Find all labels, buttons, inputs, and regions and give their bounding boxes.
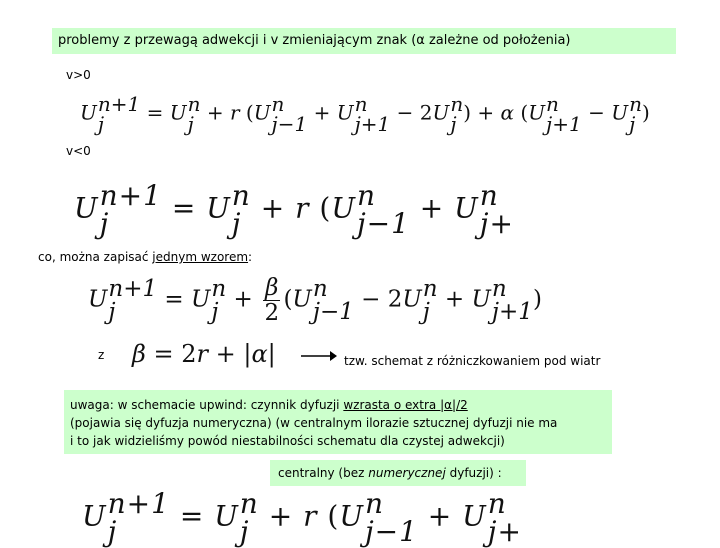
note-line-2: (pojawia się dyfuzja numeryczna) (w centralnym ilorazie sztucznej dyfuzji nie ma (70, 416, 558, 430)
equation-beta: β = 2r + |α| (132, 340, 276, 368)
beta-def-label: z (98, 348, 105, 362)
note-line-3: i to jak widzieliśmy powód niestabilności schematu dla czystej adwekcji) (70, 434, 505, 448)
equation-combined: U n+1 j = U n j + $\frac{\beta}{2}$ (U n j−1 − 2U n j + U n j+1 ) (88, 275, 542, 327)
combined-underlined: jednym wzorem (152, 250, 249, 264)
equation-central: U n+1 j = U n j + r (U n j−1 + U n j+ (82, 487, 522, 548)
note-line-1: uwaga: w schemacie upwind: czynnik dyfuzji wzrasta o extra |α|/2 (70, 398, 468, 412)
header-banner (52, 28, 676, 54)
equation-upwind-negative: U n+1 j = U n j + r (U n j−1 + U n j+ (74, 179, 514, 240)
case-negative-label: v<0 (66, 144, 91, 158)
case-positive-label: v>0 (66, 68, 91, 82)
arrow-right-icon (300, 350, 338, 362)
equation-upwind-positive: U n+1 j = U n j + r (U n j−1 + U n j+1 − 2U n j ) + α (U n j+1 − U n j ) (80, 92, 650, 136)
header-text: problemy z przewagą adwekcji i v zmieniającym znak (α zależne od położenia) (58, 33, 571, 48)
combined-formula-intro: co, można zapisać jednym wzorem: (38, 250, 253, 264)
note-box (64, 390, 612, 454)
central-label-box: centralny (bez numerycznej dyfuzji) : (270, 460, 526, 486)
upwind-scheme-text: tzw. schemat z różniczkowaniem pod wiatr (344, 354, 601, 368)
